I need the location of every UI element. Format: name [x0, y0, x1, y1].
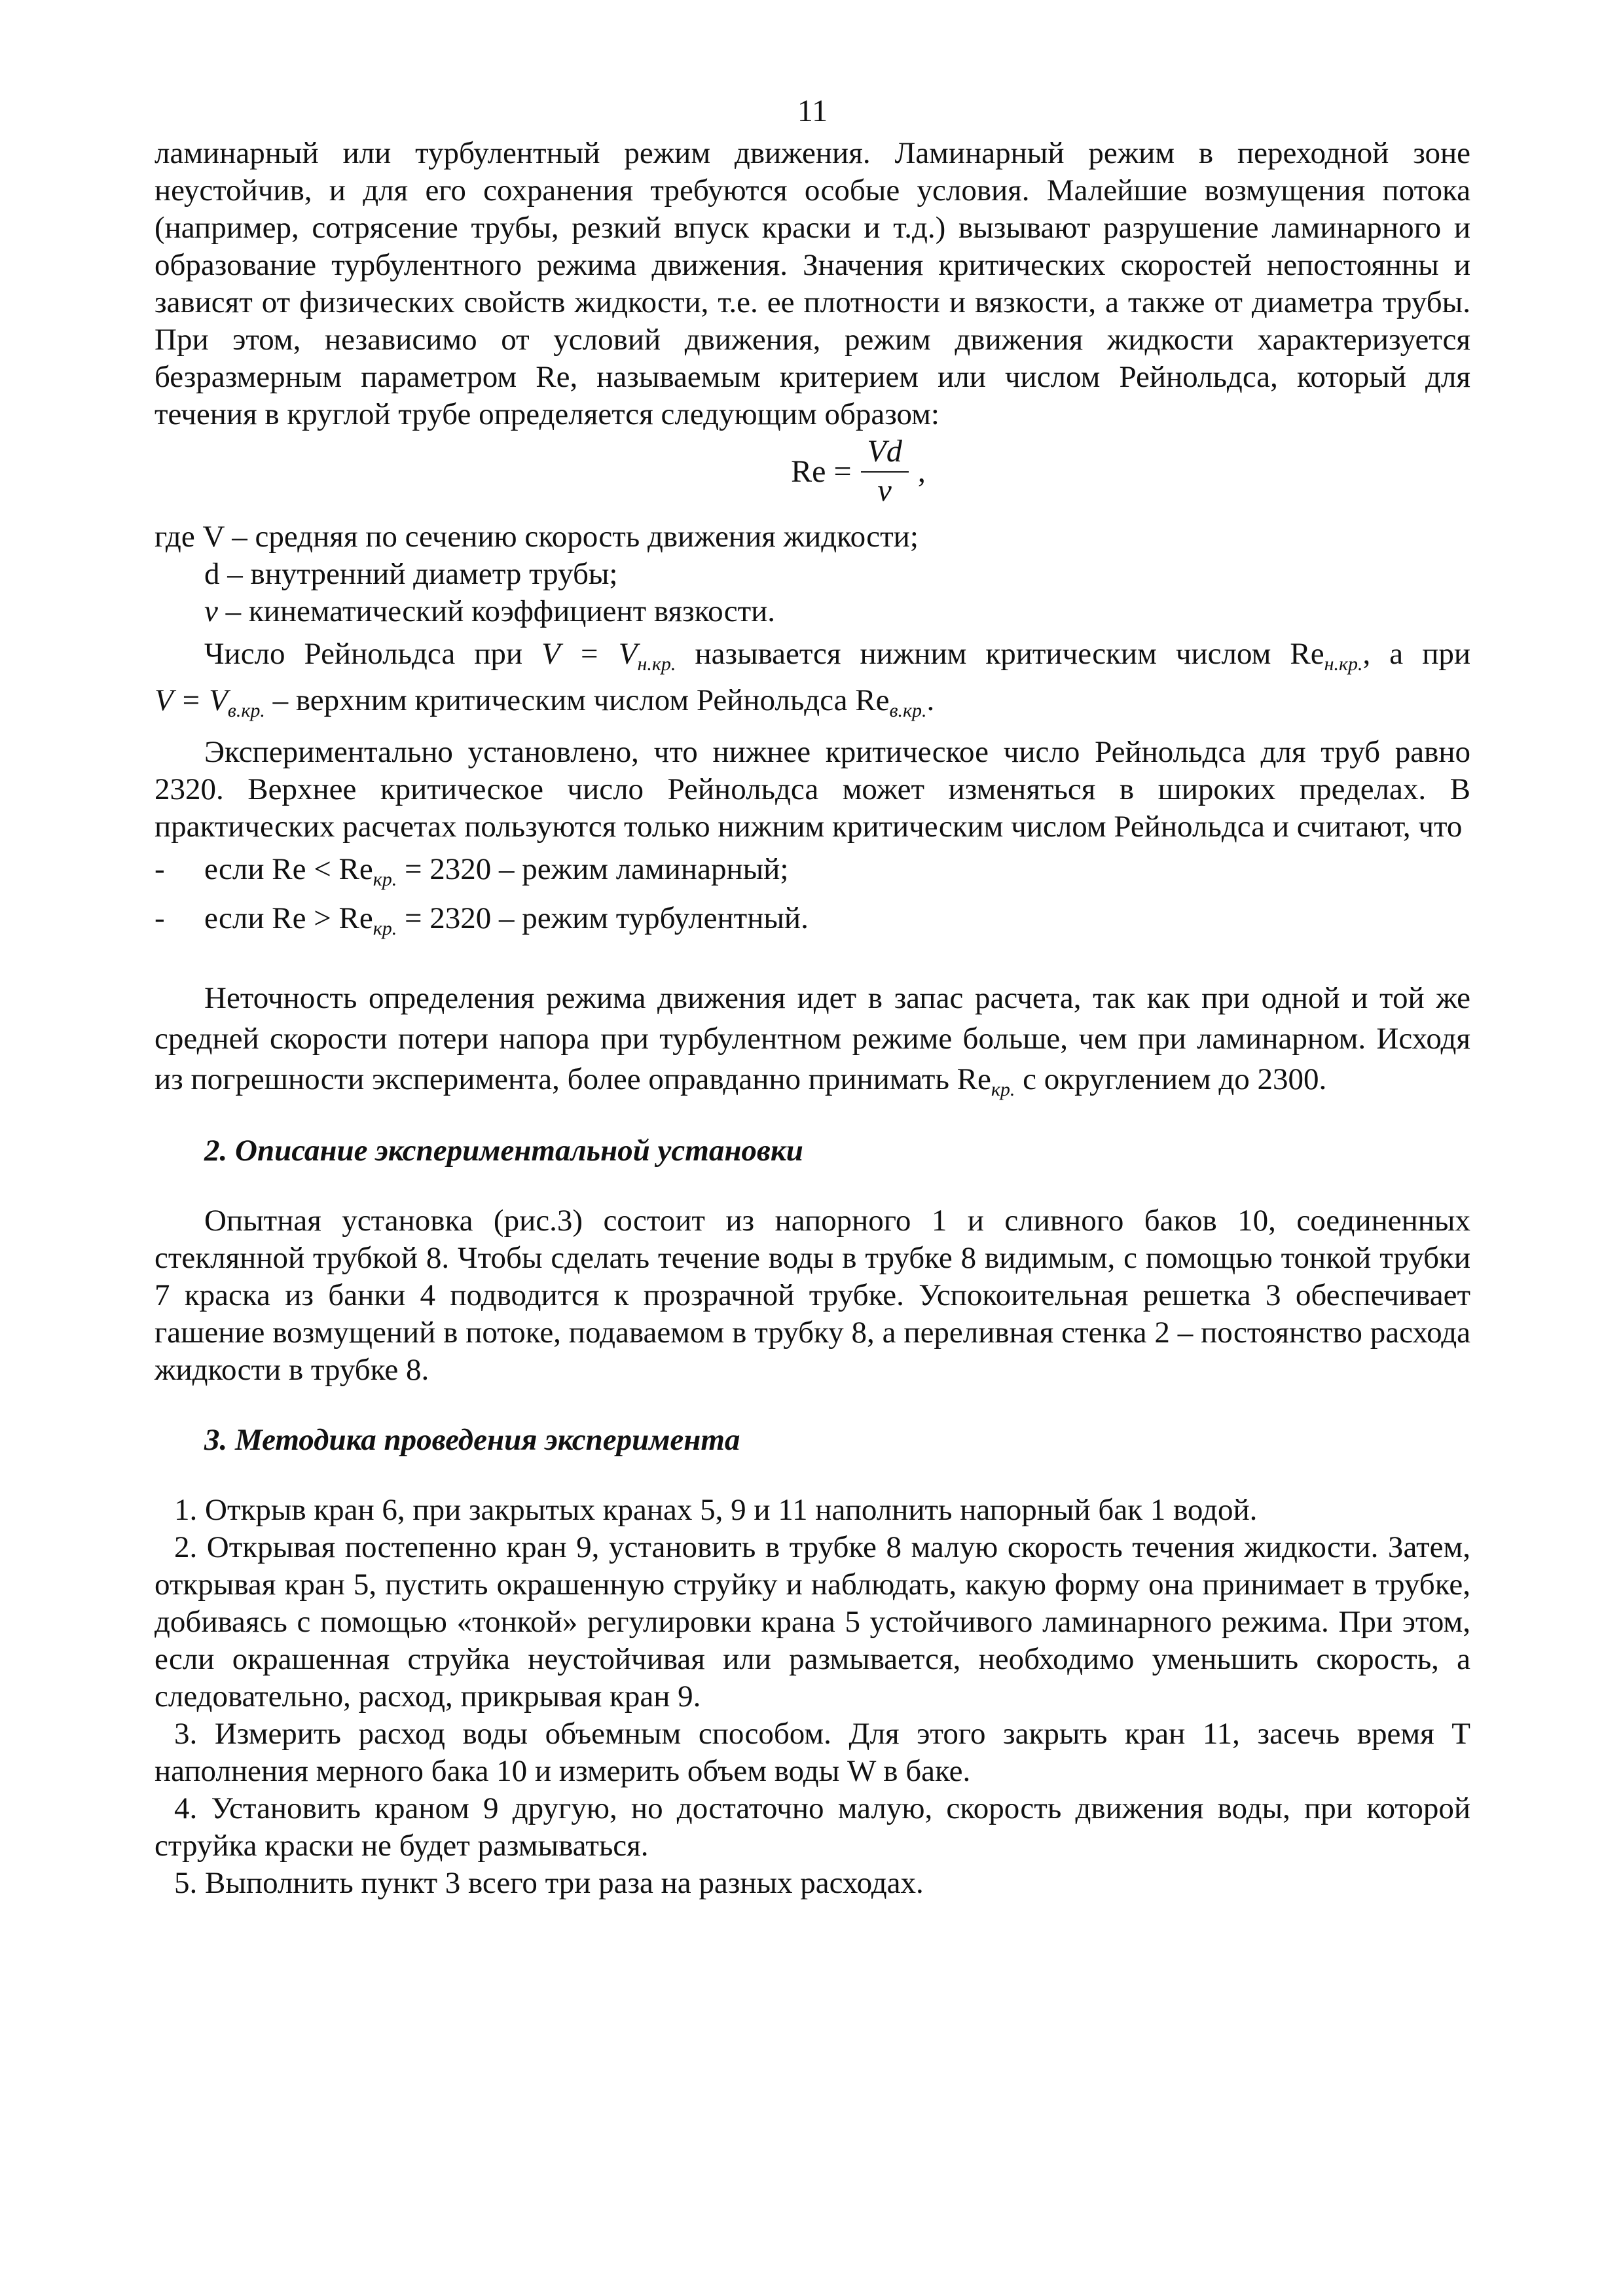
document-page	[155, 92, 1470, 1902]
definition-viscosity-text: – кинематический коэффициент вязкости.	[217, 594, 776, 628]
formula-denominator: ν	[877, 473, 892, 508]
nu-symbol: ν	[204, 594, 218, 628]
method-step-4: 4. Установить краном 9 другую, но достаточно малую, скорость движения воды, при которой струйка краски не будет размываться.	[155, 1791, 1470, 1863]
critical-text-middle: называется нижним критическим числом	[676, 637, 1290, 671]
formula-numerator: Vd	[861, 433, 909, 473]
paragraph-inaccuracy	[155, 978, 1470, 1100]
laminar-pre: если Re < Re	[204, 852, 373, 886]
definition-diameter: d – внутренний диаметр трубы;	[204, 557, 618, 591]
critical-re-lower: Re	[1290, 637, 1324, 671]
method-step-1: 1. Открыв кран 6, при закрытых кранах 5, 9 и 11 наполнить напорный бак 1 водой.	[174, 1493, 1258, 1527]
formula-lhs: Re =	[791, 454, 852, 489]
paragraph-experimental-value: Экспериментально установлено, что нижнее критическое число Рейнольдса для труб равно 2320. Верхнее критическое число Рейнольдса может изменяться в широких пределах. В практических расчетах пользуются только нижним критическим числом Рейнольдса и считают, что	[155, 735, 1470, 844]
page-number: 11	[797, 94, 828, 128]
paragraph-setup-description: Опытная установка (рис.3) состоит из напорного 1 и сливного баков 10, соединенных стеклянной трубкой 8. Чтобы сделать течение воды в трубке 8 видимым, с помощью тонкой трубки 7 краска из банки 4 подводится к прозрачной трубке. Успокоительная решетка 3 обеспечивает гашение возмущений в потоке, подаваемом в трубку 8, а переливная стенка 2 – постоянство расхода жидкости в трубке 8.	[155, 1204, 1470, 1387]
critical-re-lower-sub: н.кр.	[1324, 653, 1363, 675]
list-dash: -	[155, 901, 165, 935]
section-heading-method: 3. Методика проведения эксперимента	[204, 1423, 740, 1457]
critical-upper-end: .	[926, 683, 935, 717]
critical-re-upper: Re	[855, 683, 890, 717]
critical-v-upper: V = V	[155, 683, 228, 717]
formula-tail: ,	[917, 454, 926, 489]
laminar-sub: кр.	[373, 869, 397, 890]
inaccuracy-text: Неточность определения режима движения идет в запас расчета, так как при одной и той же средней скорости потери напора при турбулентном режиме больше, чем при ламинарном. Исходя из погрешности эксперимента, более оправданно принимать	[155, 981, 1470, 1096]
inaccuracy-re: Re	[957, 1062, 991, 1096]
paragraph-critical-lower	[155, 636, 1470, 673]
definition-viscosity	[204, 593, 1470, 630]
critical-text-end: , а при	[1362, 637, 1470, 671]
list-dash: -	[155, 852, 165, 886]
turbulent-pre: если Re > Re	[204, 901, 373, 935]
inaccuracy-re-sub: кр.	[991, 1079, 1015, 1100]
turbulent-sub: кр.	[373, 918, 397, 939]
critical-text-start: Число Рейнольдса при	[204, 637, 542, 671]
critical-upper-text: – верхним критическим числом Рейнольдса	[264, 683, 856, 717]
paragraph-reynolds-intro: ламинарный или турбулентный режим движения. Ламинарный режим в переходной зоне неустойчив, и для его сохранения требуются особые условия. Малейшие возмущения потока (например, сотрясение трубы, резкий впуск краски и т.д.) вызывают разрушение ламинарного и образование турбулентного режима движения. Значения критических скоростей непостоянны и зависят от физических свойств жидкости, т.е. ее плотности и вязкости, а также от диаметра трубы. При этом, независимо от условий движения, режим движения жидкости характеризуется безразмерным параметром Re, называемым критерием или числом Рейнольдса, который для течения в круглой трубе определяется следующим образом:	[155, 136, 1470, 431]
method-step-2: 2. Открывая постепенно кран 9, установить в трубке 8 малую скорость течения жидкости. Затем, открывая кран 5, пустить окрашенную струйку и наблюдать, какую форму она принимает в трубке, добиваясь с помощью «тонкой» регулировки крана 5 устойчивого ламинарного режима. При этом, если окрашенная струйка неустойчивая или размывается, необходимо уменьшить скорость, а следовательно, расход, прикрывая кран 9.	[155, 1530, 1470, 1713]
inaccuracy-end: с округлением до 2300.	[1015, 1062, 1327, 1096]
critical-v-lower: V = V	[541, 637, 638, 671]
laminar-post: = 2320 – режим ламинарный;	[397, 852, 789, 886]
list-item-turbulent-text	[204, 900, 809, 937]
paragraph-critical-upper	[155, 682, 1470, 719]
list-item-turbulent	[155, 900, 1470, 937]
formula-fraction	[861, 433, 909, 509]
definition-velocity: где V – средняя по сечению скорость движения жидкости;	[155, 520, 919, 554]
method-step-5: 5. Выполнить пункт 3 всего три раза на разных расходах.	[174, 1866, 924, 1900]
critical-v-lower-sub: н.кр.	[637, 653, 676, 675]
turbulent-post: = 2320 – режим турбулентный.	[397, 901, 809, 935]
reynolds-formula	[155, 433, 1470, 518]
list-item-laminar	[155, 851, 1470, 888]
critical-re-upper-sub: в.кр.	[889, 700, 927, 721]
list-item-laminar-text	[204, 851, 788, 888]
section-heading-setup: 2. Описание экспериментальной установки	[204, 1134, 803, 1168]
formula-expression	[791, 433, 926, 509]
method-step-3: 3. Измерить расход воды объемным способом. Для этого закрыть кран 11, засечь время T наполнения мерного бака 10 и измерить объем воды W в баке.	[155, 1717, 1470, 1788]
critical-v-upper-sub: в.кр.	[227, 700, 265, 721]
